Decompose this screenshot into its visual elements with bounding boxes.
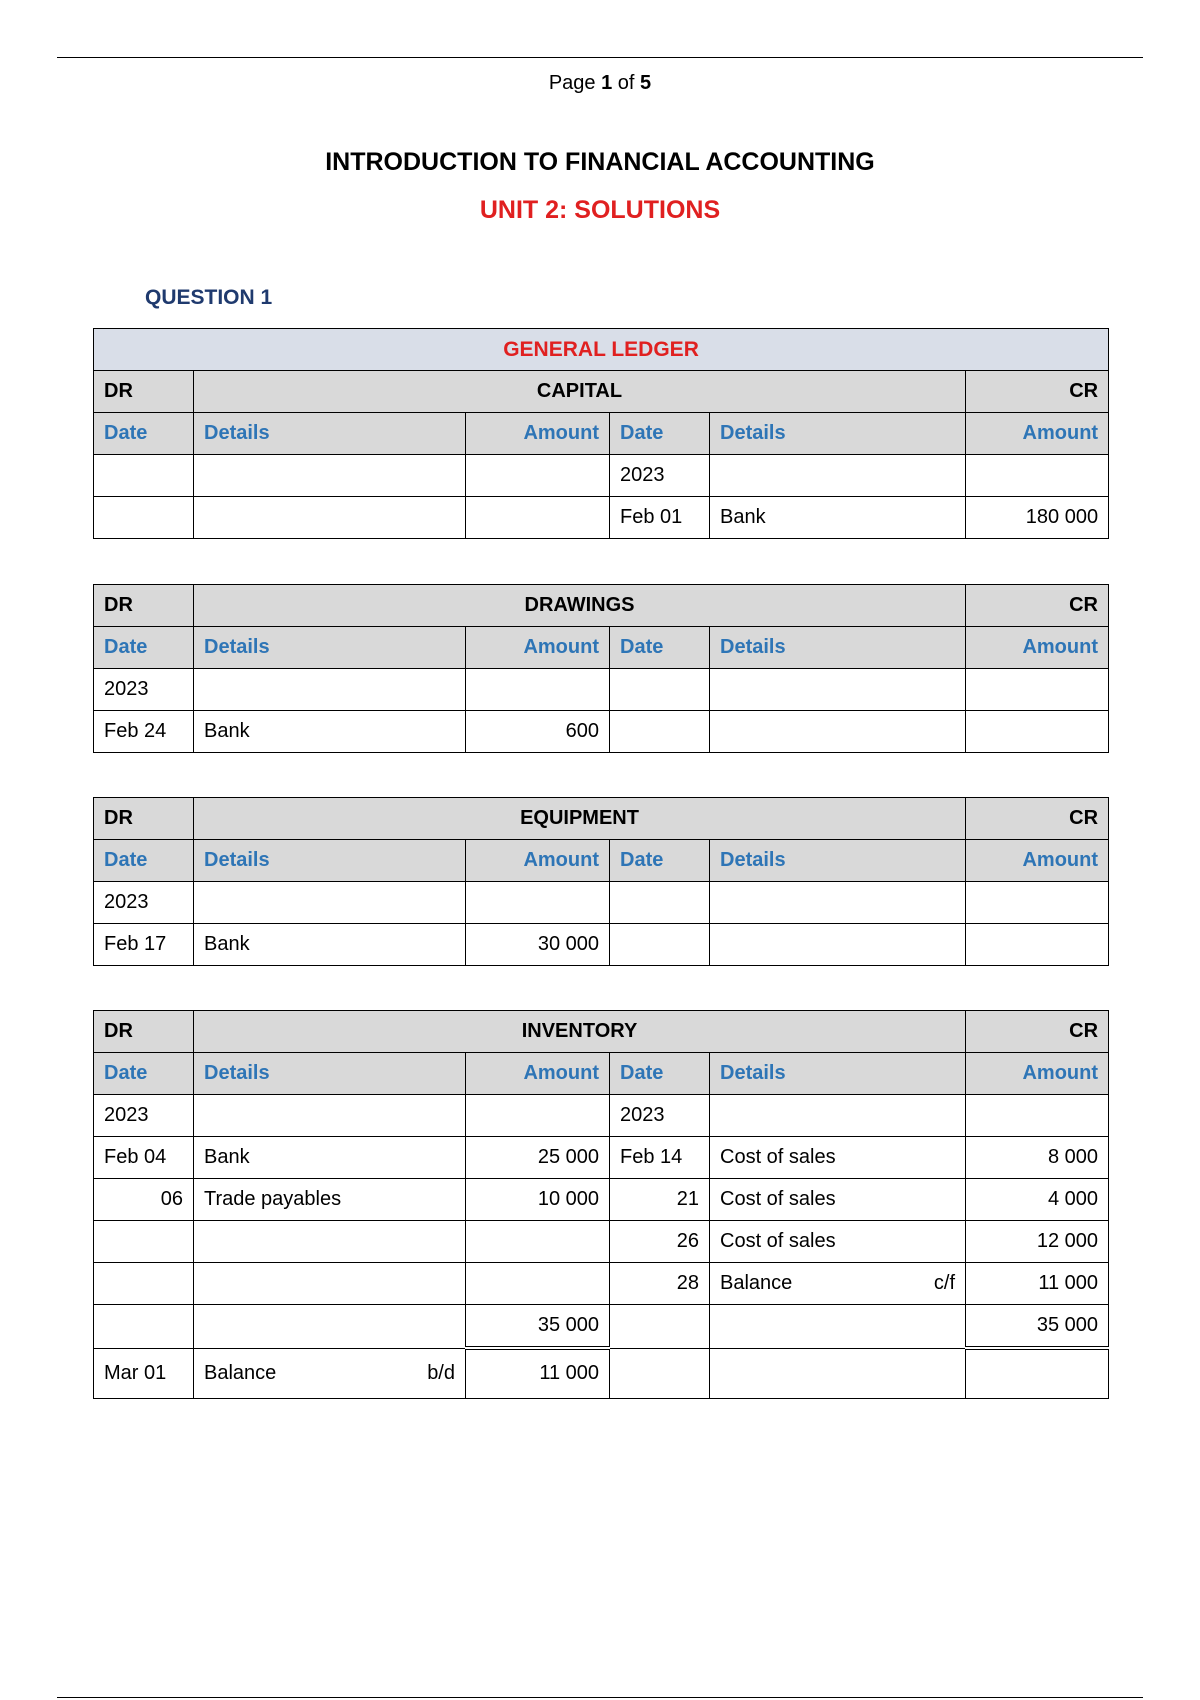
empty-cell xyxy=(94,1305,194,1349)
dr-amount: 600 xyxy=(466,711,610,753)
cr-amount xyxy=(966,711,1109,753)
table-row xyxy=(94,1095,1109,1137)
cr-details xyxy=(710,711,966,753)
dr-amount: 25 000 xyxy=(466,1137,610,1179)
dr-details xyxy=(194,1263,466,1305)
dr-date xyxy=(94,497,194,539)
col-amount: Amount xyxy=(966,413,1109,455)
dr-date xyxy=(94,1221,194,1263)
cr-amount: 180 000 xyxy=(966,497,1109,539)
col-details: Details xyxy=(710,1053,966,1095)
dr-details xyxy=(194,497,466,539)
drawings-ledger xyxy=(93,584,1109,753)
cr-date xyxy=(610,924,710,966)
dr-amount xyxy=(466,1221,610,1263)
col-date: Date xyxy=(610,1053,710,1095)
col-date: Date xyxy=(94,627,194,669)
dr-amount xyxy=(466,1095,610,1137)
dr-date xyxy=(94,455,194,497)
cr-details xyxy=(710,1095,966,1137)
dr-date: 2023 xyxy=(94,669,194,711)
col-details: Details xyxy=(710,627,966,669)
dr-label: DR xyxy=(94,798,194,840)
document-subtitle: UNIT 2: SOLUTIONS xyxy=(479,196,721,224)
dr-details xyxy=(194,455,466,497)
cr-date xyxy=(610,669,710,711)
empty-cell xyxy=(610,1348,710,1398)
dr-amount: 11 000 xyxy=(466,1348,610,1398)
col-details: Details xyxy=(194,627,466,669)
col-date: Date xyxy=(610,840,710,882)
col-amount: Amount xyxy=(466,1053,610,1095)
dr-date xyxy=(94,1263,194,1305)
cr-amount xyxy=(966,924,1109,966)
cr-date: 21 xyxy=(610,1179,710,1221)
col-amount: Amount xyxy=(466,840,610,882)
table-row xyxy=(94,669,1109,711)
col-date: Date xyxy=(94,1053,194,1095)
dr-amount xyxy=(466,882,610,924)
cr-amount: 12 000 xyxy=(966,1221,1109,1263)
cr-date xyxy=(610,882,710,924)
col-details: Details xyxy=(710,413,966,455)
col-amount: Amount xyxy=(466,627,610,669)
table-row xyxy=(94,497,1109,539)
ledger-banner: GENERAL LEDGER xyxy=(94,329,1109,371)
cr-details-text: Balance xyxy=(720,1272,793,1294)
dr-amount xyxy=(466,497,610,539)
dr-amount xyxy=(466,669,610,711)
cr-amount: 11 000 xyxy=(966,1263,1109,1305)
cr-amount: 8 000 xyxy=(966,1137,1109,1179)
dr-details xyxy=(194,1221,466,1263)
cr-details xyxy=(710,882,966,924)
table-row xyxy=(94,1263,1109,1305)
dr-details: Bank xyxy=(194,1137,466,1179)
bottom-rule xyxy=(57,1697,1143,1698)
dr-amount: 10 000 xyxy=(466,1179,610,1221)
dr-date: 2023 xyxy=(94,1095,194,1137)
col-amount: Amount xyxy=(966,840,1109,882)
dr-details xyxy=(194,1095,466,1137)
closing-row xyxy=(94,1348,1109,1398)
table-row xyxy=(94,924,1109,966)
empty-cell xyxy=(610,1305,710,1349)
cr-details: Bank xyxy=(710,497,966,539)
cr-date: Feb 14 xyxy=(610,1137,710,1179)
account-name: INVENTORY xyxy=(194,1011,966,1053)
cr-date: 2023 xyxy=(610,455,710,497)
question-heading: QUESTION 1 xyxy=(145,286,273,309)
col-amount: Amount xyxy=(466,413,610,455)
dr-details xyxy=(194,1348,466,1398)
cr-amount xyxy=(966,455,1109,497)
empty-cell xyxy=(966,1348,1109,1398)
dr-total: 35 000 xyxy=(466,1305,610,1349)
empty-cell xyxy=(710,1348,966,1398)
cr-details xyxy=(710,455,966,497)
dr-date: 2023 xyxy=(94,882,194,924)
dr-date: Feb 04 xyxy=(94,1137,194,1179)
table-row xyxy=(94,455,1109,497)
cr-details xyxy=(710,924,966,966)
empty-cell xyxy=(194,1305,466,1349)
cr-details: Cost of sales xyxy=(710,1179,966,1221)
cr-label: CR xyxy=(966,585,1109,627)
dr-details xyxy=(194,669,466,711)
cr-date: 2023 xyxy=(610,1095,710,1137)
dr-date: Feb 24 xyxy=(94,711,194,753)
capital-ledger xyxy=(93,328,1109,539)
col-details: Details xyxy=(710,840,966,882)
document-title: INTRODUCTION TO FINANCIAL ACCOUNTING xyxy=(325,148,875,176)
cr-amount xyxy=(966,882,1109,924)
table-row xyxy=(94,711,1109,753)
table-row xyxy=(94,1137,1109,1179)
table-row xyxy=(94,882,1109,924)
dr-details: Bank xyxy=(194,711,466,753)
col-date: Date xyxy=(610,413,710,455)
inventory-ledger xyxy=(93,1010,1109,1399)
dr-details-text: Balance xyxy=(204,1361,277,1384)
dr-amount xyxy=(466,1263,610,1305)
carried-forward-note: c/f xyxy=(933,1272,956,1294)
cr-label: CR xyxy=(966,1011,1109,1053)
cr-date: 26 xyxy=(610,1221,710,1263)
col-amount: Amount xyxy=(966,1053,1109,1095)
col-date: Date xyxy=(94,840,194,882)
col-details: Details xyxy=(194,413,466,455)
dr-details xyxy=(194,882,466,924)
table-row xyxy=(94,1179,1109,1221)
col-details: Details xyxy=(194,1053,466,1095)
cr-total: 35 000 xyxy=(966,1305,1109,1349)
dr-label: DR xyxy=(94,1011,194,1053)
totals-row xyxy=(94,1305,1109,1349)
dr-details: Bank xyxy=(194,924,466,966)
col-amount: Amount xyxy=(966,627,1109,669)
account-name: EQUIPMENT xyxy=(194,798,966,840)
cr-amount xyxy=(966,669,1109,711)
cr-details xyxy=(710,669,966,711)
cr-details: Cost of sales xyxy=(710,1137,966,1179)
col-details: Details xyxy=(194,840,466,882)
top-rule xyxy=(57,57,1143,58)
dr-label: DR xyxy=(94,585,194,627)
dr-amount xyxy=(466,455,610,497)
dr-details: Trade payables xyxy=(194,1179,466,1221)
page-number: Page 1 of 5 xyxy=(548,72,652,94)
cr-details: Cost of sales xyxy=(710,1221,966,1263)
dr-date: Feb 17 xyxy=(94,924,194,966)
cr-label: CR xyxy=(966,371,1109,413)
cr-details xyxy=(710,1263,966,1305)
brought-down-note: b/d xyxy=(427,1361,455,1384)
dr-date: 06 xyxy=(94,1179,194,1221)
equipment-ledger xyxy=(93,797,1109,966)
cr-date xyxy=(610,711,710,753)
cr-date: 28 xyxy=(610,1263,710,1305)
account-name: CAPITAL xyxy=(194,371,966,413)
table-row xyxy=(94,1221,1109,1263)
account-name: DRAWINGS xyxy=(194,585,966,627)
dr-date: Mar 01 xyxy=(94,1348,194,1398)
dr-label: DR xyxy=(94,371,194,413)
cr-date: Feb 01 xyxy=(610,497,710,539)
dr-amount: 30 000 xyxy=(466,924,610,966)
cr-amount xyxy=(966,1095,1109,1137)
col-date: Date xyxy=(610,627,710,669)
col-date: Date xyxy=(94,413,194,455)
cr-label: CR xyxy=(966,798,1109,840)
cr-amount: 4 000 xyxy=(966,1179,1109,1221)
empty-cell xyxy=(710,1305,966,1349)
